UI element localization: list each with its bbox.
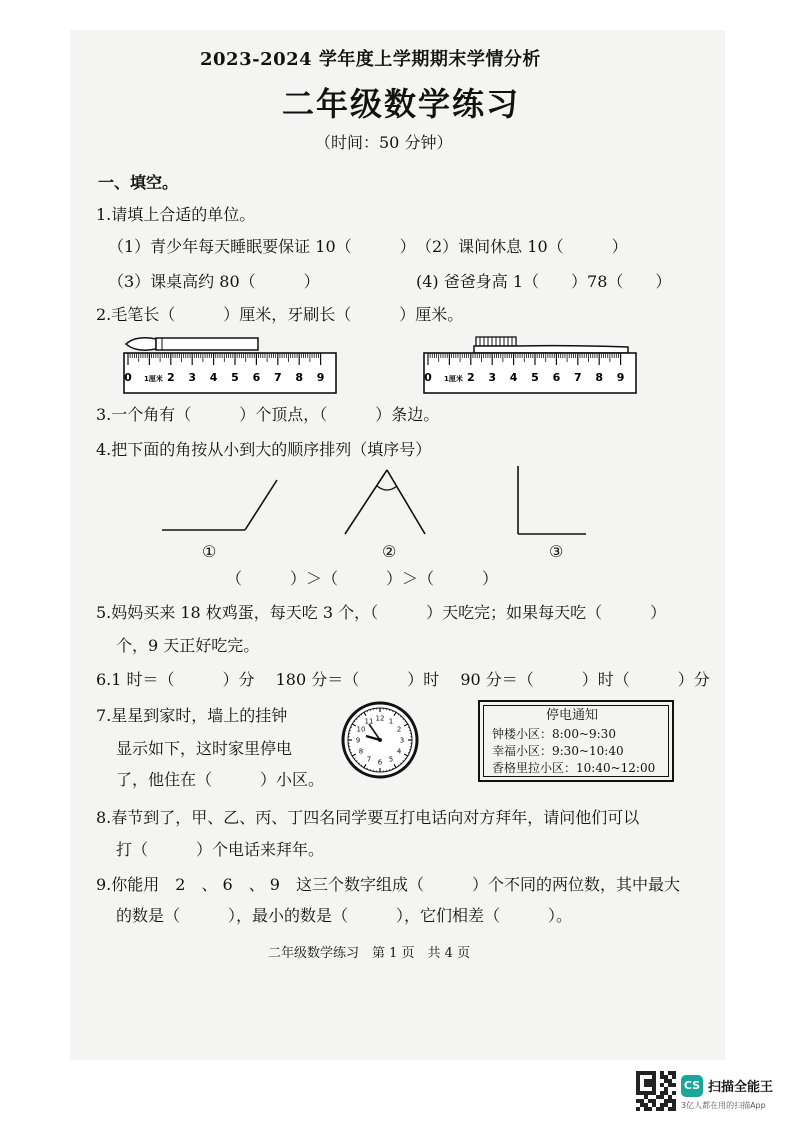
writing-brush-icon: [126, 338, 258, 350]
time-limit: （时间：50 分钟）: [315, 133, 453, 152]
notice-row-2: 幸福小区：9:30~10:40: [492, 744, 624, 758]
ruler-tick-label: 9: [316, 371, 325, 384]
question-1-stem: 1.请填上合适的单位。: [96, 205, 256, 224]
clock-numeral: 12: [375, 714, 385, 723]
question-6-text: 6.1 时＝（ ）分 180 分＝（ ）时 90 分＝（ ）时（ ）分: [96, 670, 710, 689]
question-9-line-2: 的数是（ ），最小的数是（ ），它们相差（ ）。: [116, 906, 573, 925]
question-1-part-2: （2）课间休息 10（ ）: [416, 237, 628, 256]
question-1-part-4: (4) 爸爸身高 1（ ）78（ ）: [416, 272, 672, 291]
ruler-tick-label: 7: [273, 371, 282, 384]
notice-row-3: 香格里拉小区：10:40~12:00: [492, 761, 656, 775]
question-3-text: 3.一个角有（ ）个顶点，（ ）条边。: [96, 405, 440, 424]
page-title: 二年级数学练习: [282, 85, 521, 123]
ruler-tick-label: 9: [616, 371, 625, 384]
qr-code-icon: [636, 1071, 676, 1111]
clock-numeral: 10: [356, 725, 366, 734]
ruler-tick-label: 0: [424, 371, 432, 384]
ruler-tick-label: 2: [166, 371, 175, 384]
question-1-part-3: （3）课桌高约 80（ ）: [108, 272, 320, 291]
question-8-line-2: 打（ ）个电话来拜年。: [116, 840, 325, 859]
angle-label-3: ③: [549, 542, 564, 561]
ruler-tick-label: 5: [231, 371, 239, 384]
question-7-line-2: 显示如下，这时家里停电: [116, 739, 293, 758]
toothbrush-ruler-figure: [418, 331, 648, 401]
clock-numeral: 11: [364, 717, 374, 726]
clock-numeral: 6: [377, 758, 383, 767]
ruler-tick-label: 4: [209, 371, 218, 384]
power-outage-notice: [478, 700, 674, 782]
ruler-1: [124, 353, 336, 393]
angle-label-1: ①: [202, 542, 217, 561]
ruler-tick-label: 8: [295, 371, 304, 384]
clock-numeral: 7: [366, 755, 372, 764]
angle-1-obtuse: [162, 480, 277, 530]
ruler-tick-label: 1厘米: [143, 375, 163, 383]
ruler-tick-label: 7: [573, 371, 582, 384]
page-footer: 二年级数学练习 第 1 页 共 4 页: [268, 946, 471, 961]
camscanner-logo-icon: CS: [681, 1075, 703, 1097]
scanner-app-name: 扫描全能王: [708, 1080, 774, 1095]
question-4-text: 4.把下面的角按从小到大的顺序排列（填序号）: [96, 440, 432, 459]
question-5-line-2: 个，9 天正好吃完。: [116, 636, 260, 655]
angle-figures: [150, 462, 630, 537]
exam-term-heading: 2023-2024 学年度上学期期末学情分析: [200, 49, 541, 70]
clock-numeral: 2: [396, 725, 402, 734]
question-7-line-3: 了，他住在（ ）小区。: [116, 770, 325, 789]
angle-order-answer: （ ）＞（ ）＞（ ）: [226, 569, 499, 588]
ruler-tick-label: 6: [252, 371, 261, 384]
question-2-text: 2.毛笔长（ ）厘米，牙刷长（ ）厘米。: [96, 305, 464, 324]
angle-3-right: [518, 466, 586, 534]
toothbrush-icon: [474, 337, 628, 353]
clock-numeral: 1: [388, 717, 394, 726]
notice-row-1: 钟楼小区：8:00~9:30: [492, 727, 616, 741]
question-5-line-1: 5.妈妈买来 18 枚鸡蛋，每天吃 3 个，（ ）天吃完；如果每天吃（ ）: [96, 603, 667, 622]
clock-numeral: 5: [388, 755, 394, 764]
angle-label-2: ②: [382, 542, 397, 561]
ruler-tick-label: 8: [595, 371, 604, 384]
brush-ruler-figure: [118, 331, 348, 401]
question-8-line-1: 8.春节到了，甲、乙、丙、丁四名同学要互打电话向对方拜年，请问他们可以: [96, 808, 640, 827]
ruler-tick-label: 1厘米: [443, 375, 463, 383]
angle-2-acute: [345, 470, 425, 534]
scanner-app-tagline: 3亿人都在用的扫描App: [681, 1101, 766, 1110]
ruler-tick-label: 3: [488, 371, 497, 384]
ruler-tick-label: 5: [531, 371, 539, 384]
wall-clock-icon: [340, 700, 420, 780]
ruler-tick-label: 6: [552, 371, 561, 384]
section-heading-fill-blank: 一、填空。: [98, 173, 179, 192]
ruler-2: [424, 353, 636, 393]
ruler-tick-label: 0: [124, 371, 132, 384]
ruler-tick-label: 4: [509, 371, 518, 384]
clock-numeral: 4: [396, 747, 402, 756]
notice-title: 停电通知: [546, 708, 599, 723]
ruler-tick-label: 2: [466, 371, 475, 384]
question-9-line-1: 9.你能用 2 、 6 、 9 这三个数字组成（ ）个不同的两位数，其中最大: [96, 875, 680, 894]
clock-numeral: 8: [358, 747, 364, 756]
question-7-line-1: 7.星星到家时，墙上的挂钟: [96, 706, 288, 725]
clock-numeral: 9: [355, 736, 361, 745]
question-1-part-1: （1）青少年每天睡眠要保证 10（ ）: [108, 237, 416, 256]
clock-numeral: 3: [399, 736, 405, 745]
ruler-tick-label: 3: [188, 371, 197, 384]
